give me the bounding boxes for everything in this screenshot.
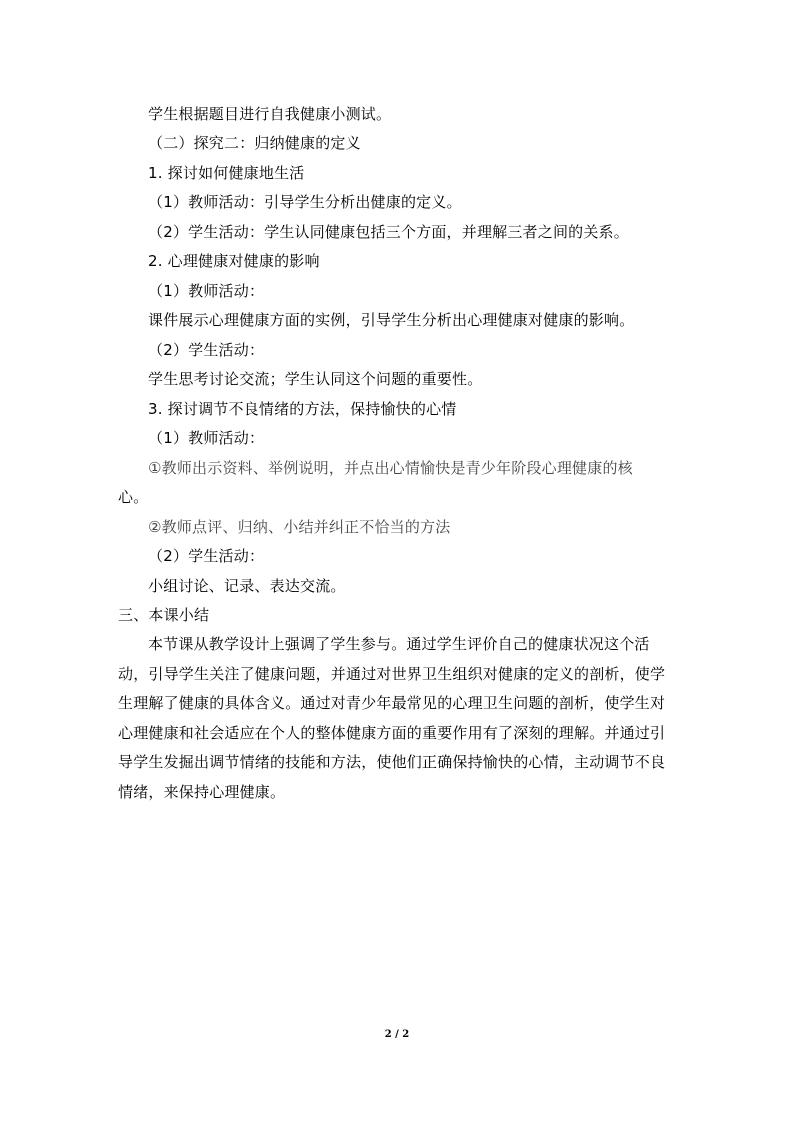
- text-line-teacher-activity-1: （1）教师活动：引导学生分析出健康的定义。: [148, 193, 462, 211]
- text-line-teacher-material: ①教师出示资料、举例说明，并点出心情愉快是青少年阶段心理健康的核: [148, 459, 633, 477]
- text-line-student-activity-2: （2）学生活动：: [148, 341, 265, 359]
- text-line-group-discussion: 小组讨论、记录、表达交流。: [148, 577, 346, 595]
- text-line-teacher-review: ②教师点评、归纳、小结并纠正不恰当的方法: [148, 518, 451, 536]
- heading-lesson-summary: 三、本课小结: [118, 606, 210, 624]
- summary-paragraph: 本节课从教学设计上强调了学生参与。通过学生评价自己的健康状况这个活动，引导学生关注了健康问题，并通过对世界卫生组织对健康的定义的剖析，使学生理解了健康的具体含义。通过对青少年最常见的心理卫生问题的剖析，使学生对心理健康和社会适应在个人的整体健康方面的重要作用有了深刻的理解。并通过引导学生发掘出调节情绪的技能和方法，使他们正确保持愉快的心情，主动调节不良情绪，来保持心理健康。: [118, 635, 666, 801]
- text-line-student-activity-3: （2）学生活动：: [148, 547, 265, 565]
- page-number: 2 / 2: [384, 1029, 410, 1040]
- heading-healthy-living: 1. 探讨如何健康地生活: [148, 164, 305, 182]
- text-line-student-activity-1: （2）学生活动：学生认同健康包括三个方面，并理解三者之间的关系。: [148, 223, 629, 241]
- text-line-teacher-activity-3: （1）教师活动：: [148, 429, 265, 447]
- text-line-teacher-material-cont: 心。: [118, 488, 149, 506]
- heading-explore-two: （二）探究二：归纳健康的定义: [148, 134, 361, 152]
- heading-regulate-emotions: 3. 探讨调节不良情绪的方法，保持愉快的心情: [148, 400, 457, 418]
- text-line-teacher-activity-2: （1）教师活动：: [148, 282, 265, 300]
- heading-mental-health-impact: 2. 心理健康对健康的影响: [148, 252, 320, 270]
- text-line-courseware-examples: 课件展示心理健康方面的实例，引导学生分析出心理健康对健康的影响。: [148, 311, 635, 329]
- text-line-self-test: 学生根据题目进行自我健康小测试。: [148, 105, 392, 123]
- text-line-student-discussion: 学生思考讨论交流；学生认同这个问题的重要性。: [148, 370, 483, 388]
